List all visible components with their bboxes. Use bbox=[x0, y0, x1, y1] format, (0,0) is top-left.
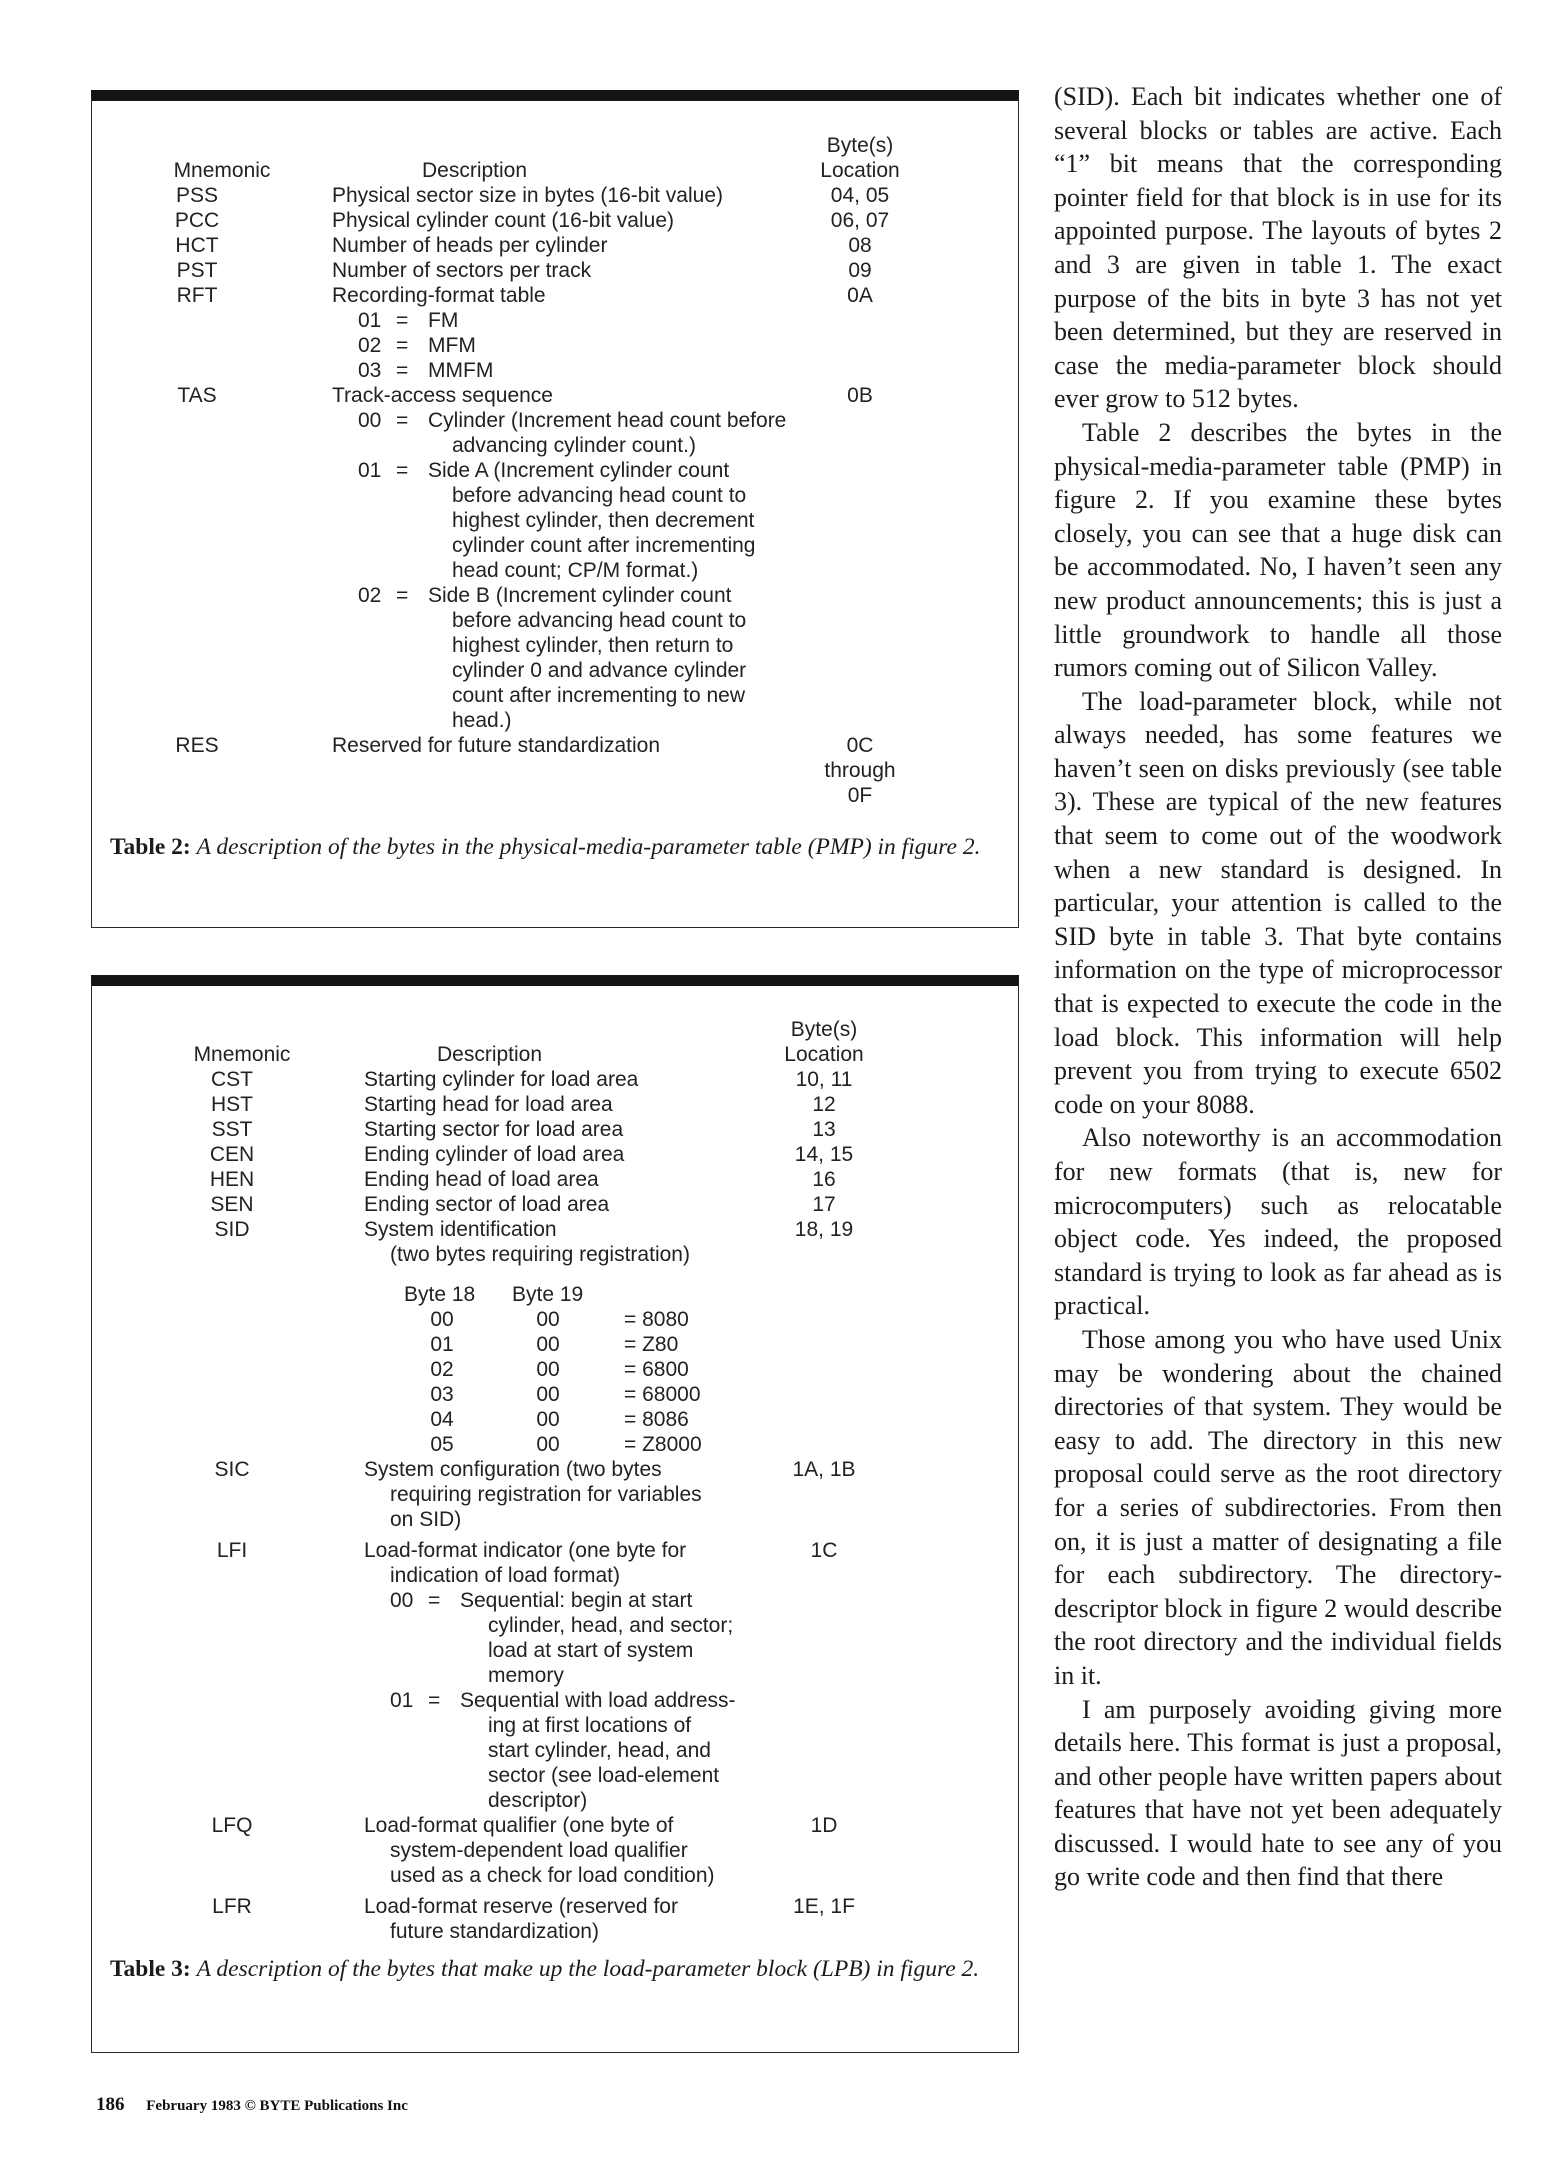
description-cell: Ending head of load area bbox=[364, 1168, 599, 1191]
description-line: Load-format reserve (reserved for bbox=[364, 1895, 678, 1918]
header-location: Location bbox=[784, 1043, 864, 1066]
format-description-line: Sequential with load address- bbox=[460, 1689, 736, 1712]
mnemonic-cell: LFQ bbox=[211, 1814, 253, 1837]
article-paragraph: (SID). Each bit indicates whether one of several blocks or tables are active. Each “1” bit means that the corresponding pointer field for that block is in use for its appointed purpose. The layouts of bytes 2 and 3 are given in table 1. The exact purpose of the bits in byte 3 has not yet been determined, but they are reserved in case the media-parameter block should ever grow to 512 bytes. bbox=[1054, 82, 1502, 414]
format-description-line: ing at first locations of bbox=[488, 1714, 692, 1737]
mnemonic-cell: CST bbox=[211, 1068, 253, 1091]
sid-byte19-cell: 00 bbox=[536, 1433, 560, 1456]
description-cell: Ending sector of load area bbox=[364, 1193, 610, 1216]
sid-byte19-cell: 00 bbox=[536, 1308, 560, 1331]
sid-byte19-cell: 00 bbox=[536, 1333, 560, 1356]
sid-column-byte18: Byte 18 bbox=[404, 1283, 476, 1306]
description-line: Load-format qualifier (one byte of bbox=[364, 1814, 674, 1837]
description-cell: Starting sector for load area bbox=[364, 1118, 624, 1141]
format-description-line: Sequential: begin at start bbox=[460, 1589, 693, 1612]
location-cell: through bbox=[824, 759, 896, 782]
header-mnemonic: Mnemonic bbox=[173, 159, 271, 182]
format-description-line: load at start of system bbox=[488, 1639, 694, 1662]
description-line: indication of load format) bbox=[390, 1564, 620, 1587]
article-paragraph: Also noteworthy is an accommodation for new formats (that is, new for microcomputers) such as relocatable object code. Yes indeed, the proposed standard is trying to look as far ahead as is practical. bbox=[1054, 1123, 1502, 1321]
sid-note: (two bytes requiring registration) bbox=[390, 1243, 690, 1266]
sid-byte18-cell: 00 bbox=[430, 1308, 454, 1331]
sid-processor-cell: = Z80 bbox=[624, 1333, 679, 1356]
header-location: Location bbox=[820, 159, 900, 182]
header-bytes: Byte(s) bbox=[790, 1018, 858, 1041]
sid-processor-cell: = 68000 bbox=[624, 1383, 701, 1406]
equals-sign: = bbox=[428, 1589, 441, 1612]
sequence-description-line: before advancing head count to bbox=[452, 609, 747, 632]
mnemonic-cell: SID bbox=[214, 1218, 250, 1241]
publication-credit: February 1983 © BYTE Publications Inc bbox=[146, 2098, 408, 2114]
sequence-description-line: highest cylinder, then decrement bbox=[452, 509, 755, 532]
header-description: Description bbox=[422, 159, 528, 182]
format-description-line: start cylinder, head, and bbox=[488, 1739, 711, 1762]
sequence-description-line: Cylinder (Increment head count before bbox=[428, 409, 787, 432]
sequence-code: 02 bbox=[358, 584, 382, 607]
format-name: MMFM bbox=[428, 359, 494, 382]
caption-label: Table 2: bbox=[110, 834, 191, 860]
description-line: system-dependent load qualifier bbox=[390, 1839, 688, 1862]
sequence-description-line: count after incrementing to new bbox=[452, 684, 745, 707]
mnemonic-cell: PST bbox=[176, 259, 218, 282]
format-name: MFM bbox=[428, 334, 476, 357]
header-description: Description bbox=[437, 1043, 543, 1066]
mnemonic-cell: HEN bbox=[209, 1168, 255, 1191]
article-paragraph: Those among you who have used Unix may be wondering about the chained directories of that system. They would be easy to add. The directory in this new proposal could serve as the root directory for a series of subdirectories. From then on, it is just a matter of designating a file for each subdirectory. The directory-descriptor block in figure 2 would describe the root directory and the individual fields in it. bbox=[1054, 1324, 1502, 1690]
equals-sign: = bbox=[396, 334, 409, 357]
sequence-code: 01 bbox=[358, 459, 382, 482]
header-bytes: Byte(s) bbox=[826, 134, 894, 157]
sequence-description-line: cylinder 0 and advance cylinder bbox=[452, 659, 747, 682]
sequence-code: 00 bbox=[358, 409, 382, 432]
format-code: 03 bbox=[358, 359, 382, 382]
header-mnemonic: Mnemonic bbox=[193, 1043, 291, 1066]
description-cell: Physical cylinder count (16-bit value) bbox=[332, 209, 674, 232]
mnemonic-cell: HCT bbox=[175, 234, 219, 257]
mnemonic-cell: TAS bbox=[177, 384, 217, 407]
description-cell: Recording-format table bbox=[332, 284, 546, 307]
sid-byte19-cell: 00 bbox=[536, 1383, 560, 1406]
article-paragraph: The load-parameter block, while not always needed, has some features we haven’t seen on disks previously (see table 3). These are typical of the new features that seem to come out of the woodwork when a new standard is designed. In particular, your attention is called to the SID byte in table 3. That byte contains information on the type of microprocessor that is expected to execute the code in the load block. This information will help prevent you from trying to execute 6502 code on your 8088. bbox=[1054, 686, 1502, 1119]
sid-column-byte19: Byte 19 bbox=[512, 1283, 584, 1306]
sequence-description-line: head count; CP/M format.) bbox=[452, 559, 699, 582]
table-2-caption bbox=[110, 832, 1000, 863]
location-cell: 12 bbox=[812, 1093, 836, 1116]
location-cell: 09 bbox=[848, 259, 872, 282]
sequence-description-line: Side B (Increment cylinder count bbox=[428, 584, 732, 607]
location-cell: 13 bbox=[812, 1118, 836, 1141]
description-line: Load-format indicator (one byte for bbox=[364, 1539, 687, 1562]
location-cell: 16 bbox=[812, 1168, 836, 1191]
sid-byte18-cell: 02 bbox=[430, 1358, 454, 1381]
mnemonic-cell: HST bbox=[211, 1093, 253, 1116]
sequence-description-line: cylinder count after incrementing bbox=[452, 534, 756, 557]
description-cell: Number of heads per cylinder bbox=[332, 234, 608, 257]
sid-processor-cell: = 8086 bbox=[624, 1408, 689, 1431]
mnemonic-cell: RFT bbox=[176, 284, 218, 307]
article-paragraph: I am purposely avoiding giving more details here. This format is just a proposal, and other people have written papers about features that have not yet been adequately discussed. I would hate to see any of you go write code and then find that there bbox=[1054, 1694, 1502, 1892]
mnemonic-cell: SEN bbox=[210, 1193, 254, 1216]
sid-byte18-cell: 03 bbox=[430, 1383, 454, 1406]
sid-byte19-cell: 00 bbox=[536, 1408, 560, 1431]
description-line: used as a check for load condition) bbox=[390, 1864, 715, 1887]
location-cell: 0A bbox=[847, 284, 873, 307]
location-cell: 1E, 1F bbox=[793, 1895, 855, 1918]
sid-processor-cell: = 6800 bbox=[624, 1358, 689, 1381]
format-code: 02 bbox=[358, 334, 382, 357]
location-cell: 04, 05 bbox=[830, 184, 890, 207]
mnemonic-cell: PCC bbox=[174, 209, 220, 232]
mnemonic-cell: CEN bbox=[209, 1143, 255, 1166]
sequence-description-line: before advancing head count to bbox=[452, 484, 747, 507]
description-cell: Number of sectors per track bbox=[332, 259, 592, 282]
mnemonic-cell: PSS bbox=[175, 184, 219, 207]
sid-byte18-cell: 04 bbox=[430, 1408, 454, 1431]
sid-byte18-cell: 01 bbox=[430, 1333, 454, 1356]
format-description-line: sector (see load-element bbox=[488, 1764, 720, 1787]
format-description-line: descriptor) bbox=[488, 1789, 588, 1812]
article-paragraph: Table 2 describes the bytes in the physical-media-parameter table (PMP) in figure 2. If you examine these bytes closely, you can see that a huge disk can be accommodated. No, I haven’t seen any new product announcements; this is just a little groundwork to handle all those rumors coming out of Silicon Valley. bbox=[1054, 417, 1502, 683]
location-cell: 1A, 1B bbox=[792, 1458, 856, 1481]
equals-sign: = bbox=[396, 459, 409, 482]
location-cell: 1C bbox=[810, 1539, 838, 1562]
page-number: 186 bbox=[96, 2094, 125, 2115]
location-cell: 1D bbox=[810, 1814, 838, 1837]
sequence-description-line: advancing cylinder count.) bbox=[452, 434, 696, 457]
equals-sign: = bbox=[428, 1689, 441, 1712]
location-cell: 0C bbox=[846, 734, 874, 757]
mnemonic-cell: LFR bbox=[212, 1895, 252, 1918]
description-cell: Track-access sequence bbox=[332, 384, 553, 407]
location-cell: 0B bbox=[847, 384, 873, 407]
location-cell: 06, 07 bbox=[830, 209, 890, 232]
equals-sign: = bbox=[396, 359, 409, 382]
sid-processor-cell: = Z8000 bbox=[624, 1433, 702, 1456]
caption-label: Table 3: bbox=[110, 1956, 191, 1982]
sid-byte19-cell: 00 bbox=[536, 1358, 560, 1381]
description-cell: Ending cylinder of load area bbox=[364, 1143, 625, 1166]
format-code: 01 bbox=[358, 309, 382, 332]
sid-processor-cell: = 8080 bbox=[624, 1308, 689, 1331]
format-name: FM bbox=[428, 309, 459, 332]
description-line: on SID) bbox=[390, 1508, 462, 1531]
equals-sign: = bbox=[396, 409, 409, 432]
location-cell: 0F bbox=[847, 784, 873, 807]
caption-text: A description of the bytes that make up the load-parameter block (LPB) in figure 2. bbox=[196, 1956, 980, 1982]
description-cell: Starting head for load area bbox=[364, 1093, 613, 1116]
description-line: System configuration (two bytes bbox=[364, 1458, 662, 1481]
table-3-caption bbox=[110, 1954, 1000, 1985]
location-cell: 08 bbox=[848, 234, 872, 257]
sequence-description-line: highest cylinder, then return to bbox=[452, 634, 734, 657]
format-code: 00 bbox=[390, 1589, 414, 1612]
format-code: 01 bbox=[390, 1689, 414, 1712]
format-description-line: memory bbox=[488, 1664, 564, 1687]
mnemonic-cell: RES bbox=[175, 734, 219, 757]
description-cell: Reserved for future standardization bbox=[332, 734, 661, 757]
description-cell: Starting cylinder for load area bbox=[364, 1068, 639, 1091]
description-cell: System identification bbox=[364, 1218, 557, 1241]
description-line: future standardization) bbox=[390, 1920, 599, 1943]
location-cell: 18, 19 bbox=[794, 1218, 854, 1241]
description-cell: Physical sector size in bytes (16-bit value) bbox=[332, 184, 723, 207]
article-column bbox=[1054, 80, 1502, 1894]
equals-sign: = bbox=[396, 309, 409, 332]
description-line: requiring registration for variables bbox=[390, 1483, 702, 1506]
sequence-description-line: Side A (Increment cylinder count bbox=[428, 459, 730, 482]
table-3 bbox=[91, 975, 1019, 2053]
mnemonic-cell: SST bbox=[211, 1118, 253, 1141]
mnemonic-cell: SIC bbox=[214, 1458, 250, 1481]
format-description-line: cylinder, head, and sector; bbox=[488, 1614, 734, 1637]
caption-text: A description of the bytes in the physical-media-parameter table (PMP) in figure 2. bbox=[196, 834, 981, 860]
sid-byte18-cell: 05 bbox=[430, 1433, 454, 1456]
location-cell: 14, 15 bbox=[794, 1143, 854, 1166]
sequence-description-line: head.) bbox=[452, 709, 512, 732]
table-2 bbox=[91, 90, 1019, 928]
mnemonic-cell: LFI bbox=[216, 1539, 248, 1562]
location-cell: 10, 11 bbox=[795, 1068, 853, 1091]
equals-sign: = bbox=[396, 584, 409, 607]
location-cell: 17 bbox=[812, 1193, 836, 1216]
page-footer bbox=[96, 2094, 408, 2116]
